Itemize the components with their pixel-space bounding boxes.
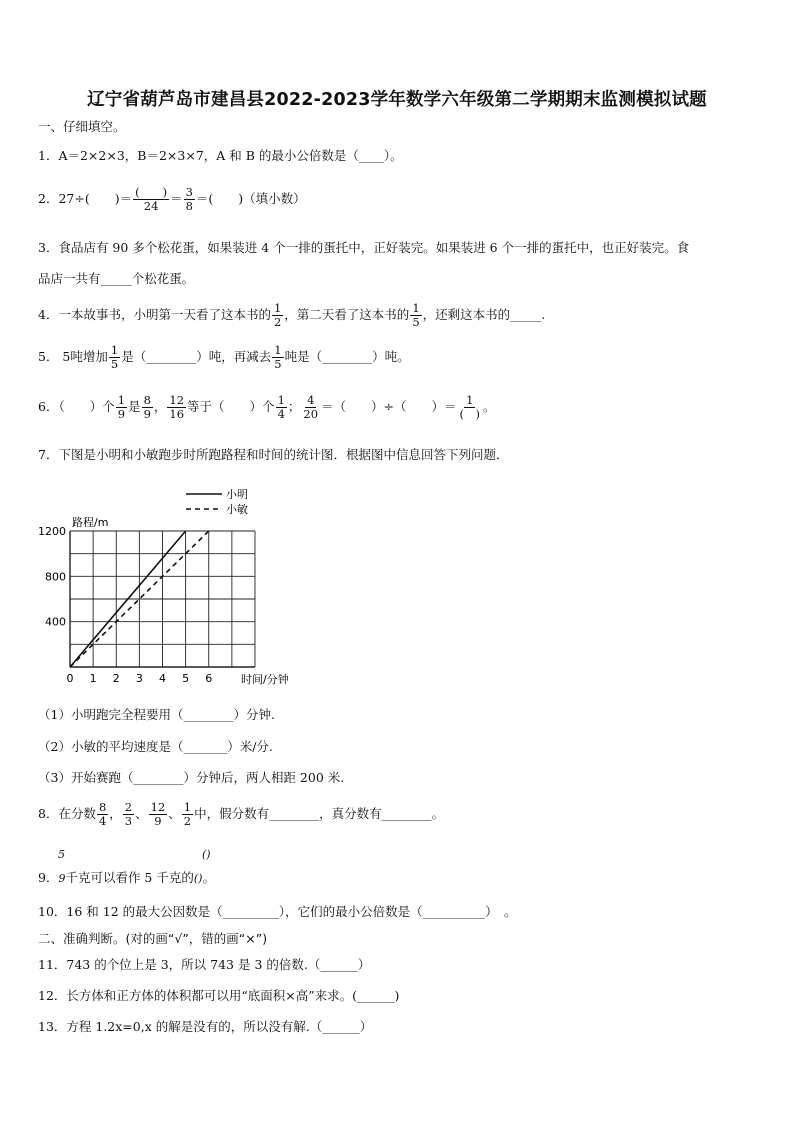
q8-f1-den: 4 (98, 814, 107, 828)
q8-sep1: ， (109, 806, 122, 821)
q5-fraction-1 (109, 344, 120, 371)
legend-label: 小敏 (226, 503, 248, 516)
q8-sep3: 、 (168, 806, 181, 821)
q6-f2-den: 9 (143, 407, 151, 421)
q6-f1-den: 9 (117, 407, 126, 421)
q6-f6-den: ( ) (459, 407, 481, 421)
y-tick-label: 400 (45, 615, 66, 629)
q6-part2: 是 (128, 399, 141, 414)
q9-prefix: 9． (38, 870, 59, 885)
q6-f5-num: 4 (307, 393, 315, 407)
q6-f1-num: 1 (117, 393, 126, 407)
q8-f4-num: 1 (183, 800, 192, 814)
x-tick-label: 4 (159, 672, 166, 685)
q4-part3: ，还剩这本书的_____. (422, 307, 546, 322)
question-3-line-2: 品店一共有_____个松花蛋。 (38, 271, 195, 286)
section-heading-judgment: 二、准确判断。(对的画“√”，错的画“×”) (38, 931, 268, 946)
q6-part1: 6．（ ）个 (38, 399, 115, 414)
q6-f3-num: 12 (169, 393, 185, 407)
q2-prefix: 2．27÷( )＝ (38, 191, 133, 206)
question-3-line-1: 3．食品店有 90 多个松花蛋，如果装进 4 个一排的蛋托中，正好装完。如果装进 6 个一排的蛋托中，也正好装完。食 (38, 240, 690, 255)
page-title: 辽宁省葫芦岛市建昌县2022-2023学年数学六年级第二学期期末监测模拟试题 (87, 90, 707, 110)
q4-f2-num: 1 (412, 301, 420, 315)
q8-fraction-2 (123, 801, 134, 828)
q5-part2: 是（________）吨，再减去 (121, 349, 272, 364)
q5-part3: 吨是（________）吨。 (284, 349, 410, 364)
q5-fraction-2 (272, 344, 283, 371)
q6-fraction-4 (276, 394, 287, 421)
q2-eq: ＝ (170, 191, 183, 206)
q5-f1-den: 5 (110, 357, 119, 371)
q2-f1-den: 24 (143, 199, 159, 213)
q6-part3: ， (153, 399, 167, 414)
question-5 (38, 340, 410, 374)
q6-part7: 。 (483, 399, 496, 414)
question-11: 11．743 的个位上是 3，所以 743 是 3 的倍数.（______） (38, 957, 371, 972)
q8-f1-num: 8 (98, 800, 107, 814)
q6-fraction-5 (301, 394, 320, 421)
q2-fraction-1 (133, 186, 169, 213)
q6-part5: ； (287, 399, 301, 414)
q6-f5-den: 20 (303, 407, 319, 421)
q8-fraction-3 (149, 801, 168, 828)
q6-fraction-3 (167, 394, 186, 421)
q6-f2-num: 8 (143, 393, 151, 407)
q6-fraction-6 (458, 394, 482, 421)
x-tick-label: 3 (135, 672, 143, 685)
question-7-part-1: （1）小明跑完全程要用（________）分钟. (38, 707, 275, 722)
q8-f2-num: 2 (124, 800, 133, 814)
q2-f2-num: 3 (185, 185, 193, 199)
x-tick-label: 0 (66, 672, 74, 685)
q5-f2-den: 5 (274, 357, 282, 371)
question-1: 1．A＝2×2×3，B＝2×3×7，A 和 B 的最小公倍数是（____）。 (38, 148, 403, 163)
y-axis-label: 路程/m (72, 516, 109, 529)
q8-f3-num: 12 (150, 800, 166, 814)
x-tick-label: 2 (112, 672, 120, 685)
x-axis-label: 时间/分钟 (241, 673, 289, 686)
q4-part2: ，第二天看了这本书的 (284, 307, 410, 322)
q5-part1: 5． 5吨增加 (38, 349, 108, 364)
q9-fraction-denominator: 9 (58, 872, 66, 885)
q2-f1-num: ( ) (135, 185, 168, 199)
q8-sep2: 、 (135, 806, 148, 821)
q9-end: 。 (202, 870, 215, 885)
question-10: 10．16 和 12 的最大公因数是（_________），它们的最小公倍数是（__________） 。 (38, 904, 517, 919)
q9-text: 千克可以看作 5 千克的 (65, 870, 194, 885)
question-7-part-2: （2）小敏的平均速度是（_______）米/分. (38, 739, 273, 754)
q8-part1: 8．在分数 (38, 806, 96, 821)
q6-f6-num: 1 (466, 393, 474, 407)
q8-fraction-4 (182, 801, 193, 828)
q6-part6: ＝（ ）÷（ ）＝ (321, 399, 457, 414)
q8-f2-den: 3 (124, 814, 133, 828)
question-12: 12．长方体和正方体的体积都可以用“底面积×高”来求。(______) (38, 988, 400, 1003)
q9-fraction-numerator: 5 (58, 848, 65, 861)
q2-f2-den: 8 (185, 199, 193, 213)
q4-f1-den: 2 (273, 315, 282, 329)
q9-blank-denominator: () (193, 872, 203, 885)
question-2 (38, 182, 306, 216)
q4-part1: 4．一本故事书，小明第一天看了这本书的 (38, 307, 271, 322)
legend-label: 小明 (226, 488, 248, 501)
q8-f4-den: 2 (183, 814, 192, 828)
q6-f4-num: 1 (277, 393, 285, 407)
question-4 (38, 298, 545, 332)
question-8 (38, 797, 444, 831)
q4-f1-num: 1 (273, 301, 282, 315)
q6-f4-den: 4 (277, 407, 285, 421)
q4-fraction-2 (410, 302, 421, 329)
question-7: 7．下图是小明和小敏跑步时所跑路程和时间的统计图．根据图中信息回答下列问题． (38, 447, 509, 462)
section-heading-fill-in: 一、仔细填空。 (38, 119, 126, 134)
x-tick-label: 1 (89, 672, 97, 685)
q8-fraction-1 (97, 801, 108, 828)
question-7-part-3: （3）开始赛跑（________）分钟后，两人相距 200 米. (38, 770, 345, 785)
q4-fraction-1 (272, 302, 283, 329)
q6-f3-den: 16 (169, 407, 185, 421)
q5-f1-num: 1 (110, 343, 119, 357)
q5-f2-num: 1 (274, 343, 282, 357)
q2-fraction-2 (184, 186, 195, 213)
y-tick-label: 1200 (38, 525, 66, 538)
x-tick-label: 6 (205, 672, 213, 685)
q6-fraction-2 (142, 394, 153, 421)
x-tick-label: 5 (182, 672, 190, 685)
q2-suffix: ＝( )（填小数） (195, 191, 306, 206)
q8-part2: 中，假分数有________，真分数有________。 (194, 806, 445, 821)
q9-blank-numerator: () (202, 848, 211, 861)
q6-part4: 等于（ ）个 (187, 399, 275, 414)
y-tick-label: 800 (45, 570, 66, 584)
q6-fraction-1 (116, 394, 127, 421)
distance-time-chart (38, 480, 328, 690)
question-6 (38, 390, 496, 424)
q4-f2-den: 5 (412, 315, 420, 329)
q8-f3-den: 9 (154, 814, 162, 828)
question-9 (38, 869, 215, 888)
question-13: 13．方程 1.2x=0,x 的解是没有的，所以没有解.（______） (38, 1019, 373, 1034)
